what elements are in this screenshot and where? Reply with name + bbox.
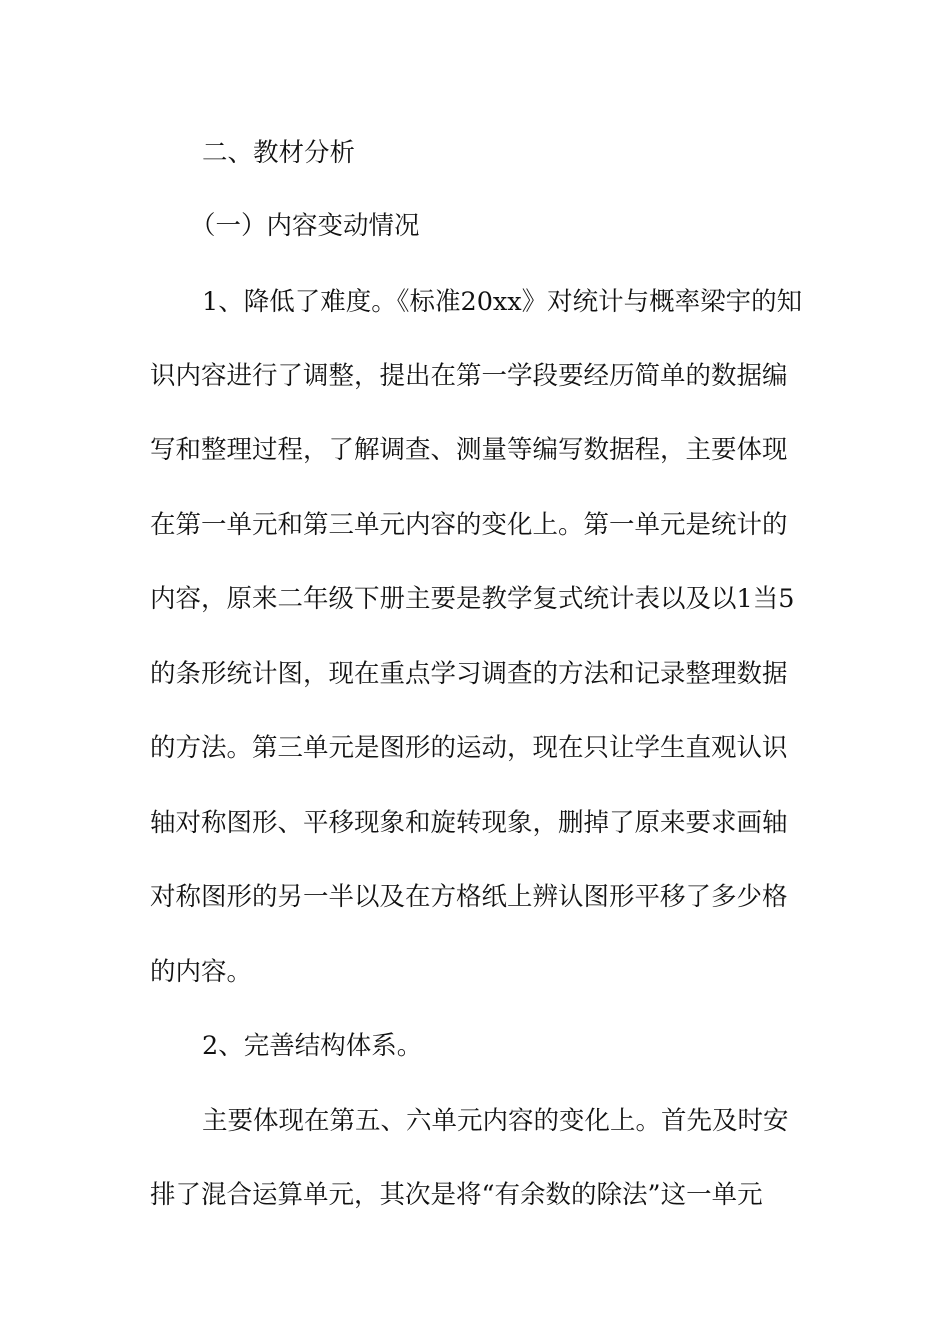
paragraph-2-line-2: 排了混合运算单元，其次是将“有余数的除法”这一单元 [150,1180,763,1210]
paragraph-1-line-10: 的内容。 [150,957,253,987]
paragraph-1-line-7: 的方法。第三单元是图形的运动，现在只让学生直观认识 [150,733,788,763]
paragraph-2-line-1: 主要体现在第五、六单元内容的变化上。首先及时安 [202,1106,789,1136]
paragraph-1-line-1: 1、降低了难度。《标准20xx》对统计与概率梁宇的知 [202,287,803,317]
paragraph-1-line-3: 写和整理过程，了解调查、测量等编写数据程，主要体现 [150,435,788,465]
paragraph-1-line-5: 内容，原来二年级下册主要是教学复式统计表以及以1当5 [150,584,795,614]
paragraph-1-line-9: 对称图形的另一半以及在方格纸上辨认图形平移了多少格 [150,882,788,912]
subsection-heading: （一）内容变动情况 [190,211,420,241]
paragraph-1-line-4: 在第一单元和第三单元内容的变化上。第一单元是统计的 [150,510,788,540]
paragraph-1-line-8: 轴对称图形、平移现象和旋转现象，删掉了原来要求画轴 [150,808,788,838]
paragraph-1-line-2: 识内容进行了调整，提出在第一学段要经历简单的数据编 [150,361,788,391]
section-heading: 二、教材分析 [202,138,356,168]
point-2-heading: 2、完善结构体系。 [202,1031,423,1061]
paragraph-1-line-6: 的条形统计图，现在重点学习调查的方法和记录整理数据 [150,659,788,689]
